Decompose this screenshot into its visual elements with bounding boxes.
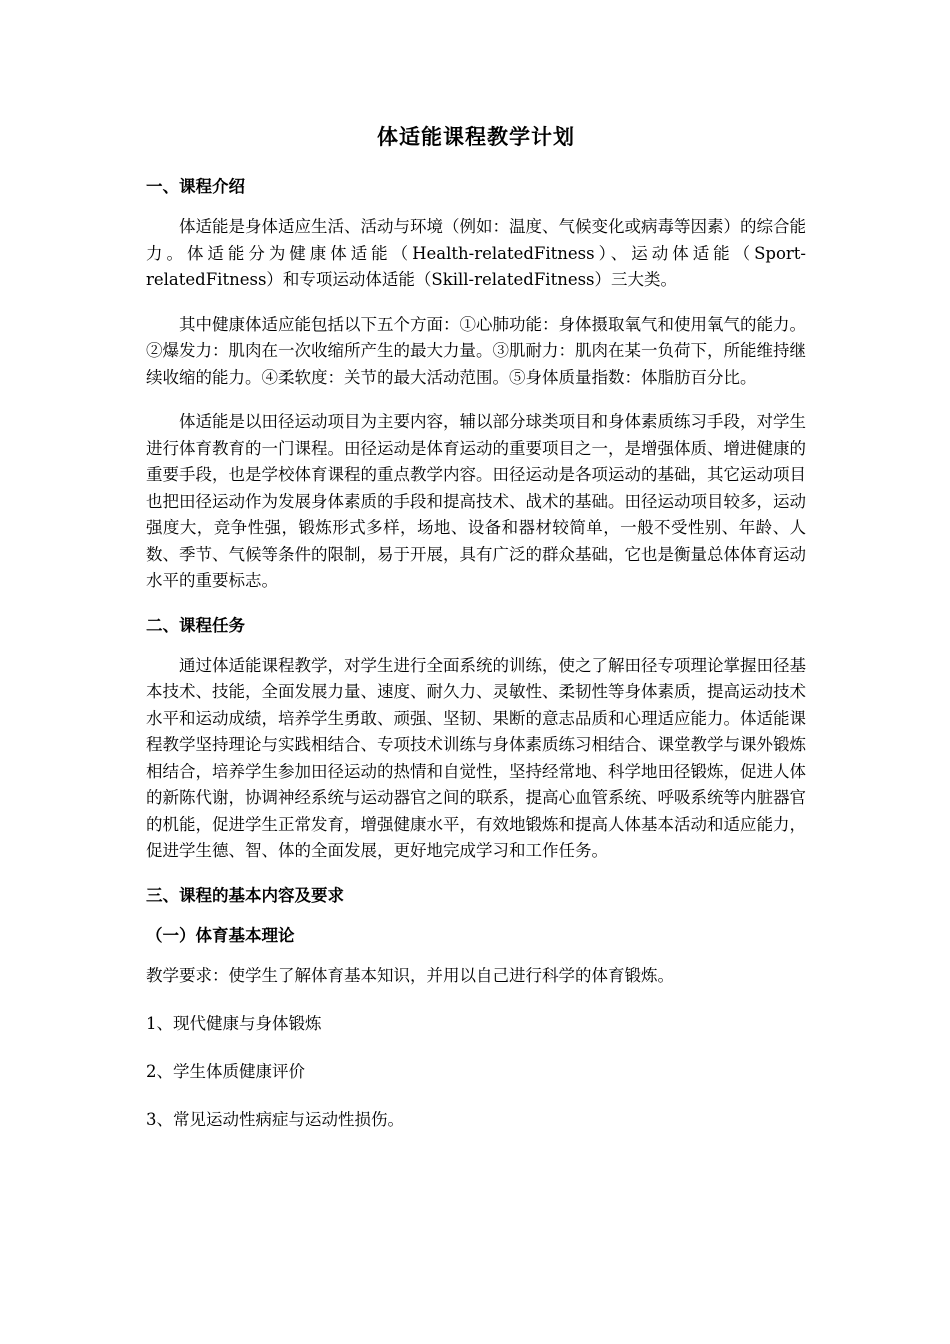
paragraph-course-tasks: 通过体适能课程教学，对学生进行全面系统的训练，使之了解田径专项理论掌握田径基本技术、技能，全面发展力量、速度、耐久力、灵敏性、柔韧性等身体素质，提高运动技术水平和运动成绩，培养学生勇敢、顽强、坚韧、果断的意志品质和心理适应能力。体适能课程教学坚持理论与实践相结合、专项技术训练与身体素质练习相结合、课堂教学与课外锻炼相结合，培养学生参加田径运动的热情和自觉性，坚持经常地、科学地田径锻炼，促进人体的新陈代谢，协调神经系统与运动器官之间的联系，提高心血管系统、呼吸系统等内脏器官的机能，促进学生正常发育，增强健康水平，有效地锻炼和提高人体基本活动和适应能力，促进学生德、智、体的全面发展，更好地完成学习和工作任务。 <box>146 655 806 860</box>
section-heading-course-tasks: 二、课程任务 <box>146 615 245 635</box>
list-item: 2、学生体质健康评价 <box>146 1061 305 1081</box>
teaching-requirement: 教学要求：使学生了解体育基本知识，并用以自己进行科学的体育锻炼。 <box>146 965 674 985</box>
page-title: 体适能课程教学计划 <box>377 125 575 149</box>
paragraph-health-fitness-aspects: 其中健康体适应能包括以下五个方面：①心肺功能：身体摄取氧气和使用氧气的能力。②爆发力：肌肉在一次收缩所产生的最大力量。③肌耐力：肌肉在某一负荷下，所能维持继续收缩的能力。④柔软度：关节的最大活动范围。⑤身体质量指数：体脂肪百分比。 <box>146 314 806 387</box>
paragraph-fitness-definition: 体适能是身体适应生活、活动与环境（例如：温度、气候变化或病毒等因素）的综合能力。体适能分为健康体适能（Health-relatedFitness）、运动体适能（Sport-relatedFitness）和专项运动体适能（Skill-relatedFitness）三大类。 <box>146 217 806 289</box>
subsection-heading-basic-theory: （一）体育基本理论 <box>146 925 295 945</box>
document-body <box>146 122 806 1155</box>
list-item: 3、常见运动性病症与运动性损伤。 <box>146 1109 404 1129</box>
section-heading-course-intro: 一、课程介绍 <box>146 177 245 196</box>
list-item: 1、现代健康与身体锻炼 <box>146 1013 322 1033</box>
section-heading-course-content: 三、课程的基本内容及要求 <box>146 885 344 905</box>
paragraph-track-field-course: 体适能是以田径运动项目为主要内容，辅以部分球类项目和身体素质练习手段，对学生进行体育教育的一门课程。田径运动是体育运动的重要项目之一，是增强体质、增进健康的重要手段，也是学校体育课程的重点教学内容。田径运动是各项运动的基础，其它运动项目也把田径运动作为发展身体素质的手段和提高技术、战术的基础。田径运动项目较多，运动强度大，竞争性强，锻炼形式多样，场地、设备和器材较简单，一般不受性别、年龄、人数、季节、气候等条件的限制，易于开展，具有广泛的群众基础，它也是衡量总体体育运动水平的重要标志。 <box>146 412 806 590</box>
